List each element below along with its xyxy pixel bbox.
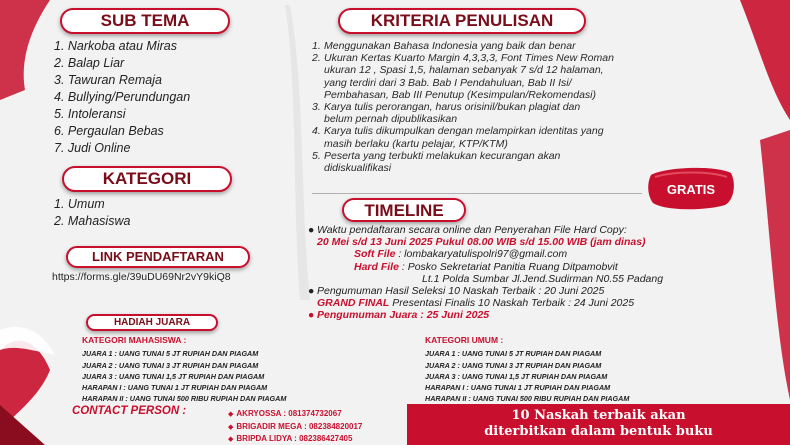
- link-pendaftaran-header: LINK PENDAFTARAN: [66, 246, 250, 268]
- item-number: 4.: [312, 125, 321, 138]
- contact-list: [228, 408, 362, 445]
- phone-icon: ◆: [228, 411, 234, 418]
- timeline-row: [308, 224, 663, 236]
- prize-row: JUARA 1 : UANG TUNAI 5 JT RUPIAH DAN PIAGAM: [82, 349, 259, 359]
- item-text: Karya tulis perorangan, harus orisinil/bukan plagiat dan: [324, 101, 581, 114]
- item-text: didiskualifikasi: [324, 162, 392, 175]
- prize-row: JUARA 3 : UANG TUNAI 1,5 JT RUPIAH DAN PIAGAM: [82, 371, 265, 381]
- item-text: masih berlaku (kartu pelajar, KTP/KTM): [324, 137, 508, 150]
- timeline-text: Pengumuman Hasil Seleksi 10 Naskah Terbaik : 20 Juni 2025: [317, 285, 605, 298]
- item-text: belum pernah dipublikasikan: [324, 113, 458, 126]
- prize-row: JUARA 2 : UANG TUNAI 3 JT RUPIAH DAN PIAGAM: [82, 360, 259, 370]
- timeline-row: Lt.1 Polda Sumbar Jl.Jend.Sudirman N0.55 Padang: [422, 272, 664, 285]
- divider: [312, 193, 642, 194]
- prize-row: HARAPAN I : UANG TUNAI 1 JT RUPIAH DAN PIAGAM: [425, 383, 611, 393]
- prize-umum-title: KATEGORI UMUM :: [425, 335, 504, 345]
- kriteria-list: [312, 40, 614, 174]
- kategori-list: [54, 196, 130, 230]
- contact-text: BRIPDA LIDYA : 082386427405: [236, 434, 353, 443]
- list-item: 7. Judi Online: [54, 141, 131, 155]
- item-text: Ukuran Kertas Kuarto Margin 4,3,3,3, Font Times New Roman: [324, 52, 614, 65]
- hard-file-value: : Posko Sekretariat Panitia Ruang Ditpamobvit: [398, 260, 618, 273]
- bullet-icon: ●: [308, 309, 315, 322]
- bullet-icon: ●: [308, 224, 315, 236]
- prize-row: HARAPAN II : UANG TUNAI 500 RIBU RUPIAH DAN PIAGAM: [82, 394, 287, 404]
- contact-item[interactable]: [228, 408, 362, 421]
- contact-item[interactable]: [228, 433, 362, 445]
- sub-tema-list: [54, 38, 190, 157]
- list-item: 2. Mahasiswa: [54, 214, 131, 228]
- prize-umum: [425, 335, 629, 405]
- prize-row: HARAPAN I : UANG TUNAI 1 JT RUPIAH DAN PIAGAM: [82, 383, 268, 393]
- timeline-row: [308, 297, 663, 309]
- list-item: [312, 125, 614, 149]
- grand-final-value: Presentasi Finalis 10 Naskah Terbaik : 24 Juni 2025: [389, 297, 635, 310]
- publish-banner: [407, 404, 790, 445]
- list-item: 4. Bullying/Perundungan: [54, 90, 191, 104]
- item-number: 3.: [312, 101, 321, 114]
- list-item: [312, 101, 614, 125]
- timeline-text: Pengumuman Juara : 25 Juni 2025: [317, 309, 490, 322]
- gratis-badge: [645, 165, 737, 211]
- list-item: [312, 150, 614, 174]
- prize-mahasiswa-title: KATEGORI MAHASISWA :: [82, 335, 187, 345]
- publish-line: diterbitkan dalam bentuk buku: [484, 424, 713, 439]
- item-number: 5.: [312, 149, 321, 162]
- list-item: 5. Intoleransi: [54, 107, 126, 121]
- kriteria-header: KRITERIA PENULISAN: [338, 8, 586, 34]
- contact-item[interactable]: [228, 421, 362, 434]
- timeline-row: 20 Mei s/d 13 Juni 2025 Pukul 08.00 WIB s/d 15.00 WIB (jam dinas): [317, 236, 646, 249]
- item-text: yang terdiri dari 3 Bab. Bab I Pendahuluan, Bab II Isi/: [324, 76, 572, 89]
- item-text: Menggunakan Bahasa Indonesia yang baik dan benar: [324, 40, 576, 52]
- registration-link[interactable]: https://forms.gle/39uDU69Nr2vY9kiQ8: [52, 271, 231, 283]
- item-text: Karya tulis dikumpulkan dengan melampirkan identitas yang: [324, 125, 604, 138]
- timeline-text: Waktu pendaftaran secara online dan Penyerahan File Hard Copy:: [317, 224, 627, 236]
- list-item: 1. Narkoba atau Miras: [54, 39, 177, 53]
- contact-person-label: CONTACT PERSON :: [72, 405, 187, 417]
- item-text: ukuran 12 , Spasi 1,5, halaman sebanyak 7 s/d 12 halaman,: [324, 64, 604, 77]
- list-item: 3. Tawuran Remaja: [54, 73, 162, 87]
- phone-icon: ◆: [228, 436, 234, 443]
- item-text: Pembahasan, Bab III Penutup (Kesimpulan/Rekomendasi): [324, 88, 596, 101]
- prize-row: HARAPAN II : UANG TUNAI 500 RIBU RUPIAH DAN PIAGAM: [425, 394, 630, 404]
- list-item: 2. Balap Liar: [54, 56, 125, 70]
- timeline-row: [308, 248, 663, 260]
- bullet-icon: ●: [308, 285, 315, 298]
- item-text: Peserta yang terbukti melakukan kecurangan akan: [324, 149, 561, 162]
- list-item: [312, 40, 614, 52]
- sub-tema-header: SUB TEMA: [60, 8, 230, 34]
- grand-final-label: GRAND FINAL: [317, 297, 390, 310]
- list-item: [312, 52, 614, 101]
- publish-line: 10 Naskah terbaik akan: [511, 408, 686, 423]
- prize-row: JUARA 1 : UANG TUNAI 5 JT RUPIAH DAN PIAGAM: [425, 349, 602, 359]
- prize-row: JUARA 2 : UANG TUNAI 3 JT RUPIAH DAN PIAGAM: [425, 360, 602, 370]
- timeline-content: [308, 224, 663, 322]
- hadiah-juara-header: HADIAH JUARA: [86, 314, 218, 331]
- timeline-row: [308, 309, 663, 321]
- item-number: 1.: [312, 40, 321, 52]
- timeline-row: [308, 285, 663, 297]
- soft-file-label: Soft File: [354, 248, 396, 261]
- list-item: 6. Pergaulan Bebas: [54, 124, 164, 138]
- item-number: 2.: [312, 52, 321, 65]
- contact-text: AKRYOSSA : 081374732067: [236, 409, 342, 418]
- phone-icon: ◆: [228, 423, 234, 431]
- list-item: 1. Umum: [54, 197, 105, 211]
- prize-mahasiswa: [82, 335, 286, 405]
- hard-file-label: Hard File: [354, 260, 399, 273]
- kategori-header: KATEGORI: [62, 166, 232, 192]
- timeline-row: [308, 261, 663, 273]
- prize-row: JUARA 3 : UANG TUNAI 1,5 JT RUPIAH DAN PIAGAM: [425, 371, 608, 381]
- timeline-header: TIMELINE: [342, 198, 466, 222]
- gratis-text: GRATIS: [666, 182, 716, 197]
- soft-file-value: : lombakaryatulispolri97@gmail.com: [395, 248, 568, 261]
- contact-text: BRIGADIR MEGA : 082384820017: [236, 421, 363, 431]
